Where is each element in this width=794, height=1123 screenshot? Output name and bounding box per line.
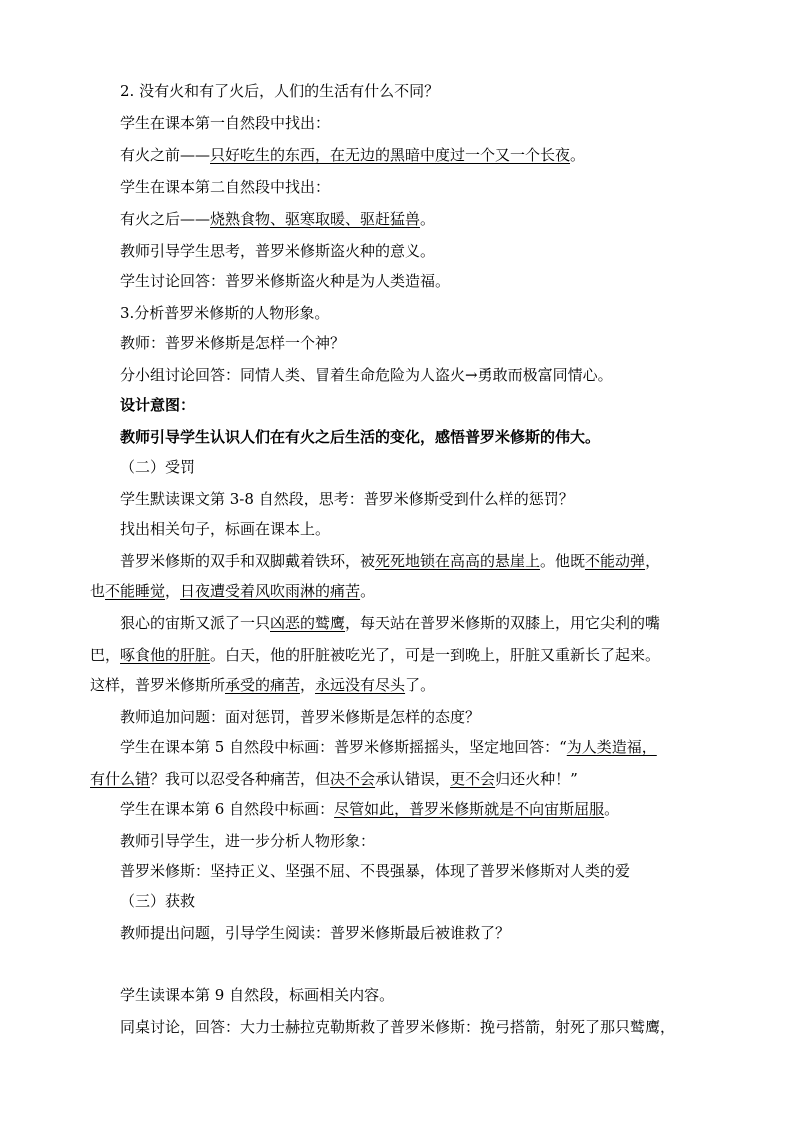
paragraph: 找出相关句子，标画在课本上。 bbox=[120, 520, 331, 538]
underlined-text: 烧熟食物、驱寒取暖、驱赶猛兽 bbox=[210, 210, 421, 228]
question-heading-2: 2. 没有火和有了火后，人们的生活有什么不同？ bbox=[120, 82, 440, 100]
text-span: ， bbox=[165, 582, 181, 600]
paragraph: 学生读课本第 9 自然段，标画相关内容。 bbox=[120, 986, 395, 1004]
paragraph: 学生默读课文第 3-8 自然段，思考：普罗米修斯受到什么样的惩罚？ bbox=[120, 490, 574, 508]
text-span: ， bbox=[300, 676, 316, 694]
underlined-text: 决不会 bbox=[330, 770, 376, 788]
text-span: 学生在课本第 6 自然段中标画： bbox=[120, 800, 335, 818]
paragraph bbox=[120, 140, 708, 170]
paragraph: 教师引导学生，进一步分析人物形象： bbox=[120, 832, 376, 850]
paragraph bbox=[90, 764, 708, 794]
text-span: 了。 bbox=[405, 676, 436, 694]
text-span: 学生在课本第 5 自然段中标画：普罗米修斯摇摇头，坚定地回答：“ bbox=[120, 738, 567, 756]
text-span: ？我可以忍受各种痛苦，但 bbox=[150, 770, 331, 788]
paragraph bbox=[120, 546, 708, 576]
paragraph bbox=[120, 608, 708, 638]
text-span: 也 bbox=[90, 582, 106, 600]
paragraph: 教师引导学生思考，普罗米修斯盗火种的意义。 bbox=[120, 242, 436, 260]
section-heading-rescue: （三）获救 bbox=[120, 892, 196, 910]
underlined-text: 不能动弹 bbox=[585, 552, 646, 570]
paragraph: 教师提出问题，引导学生阅读：普罗米修斯最后被谁救了？ bbox=[120, 924, 511, 942]
underlined-text: 死死地锁在高高的悬崖上 bbox=[375, 552, 541, 570]
text-span: 普罗米修斯的双手和双脚戴着铁环，被 bbox=[120, 552, 376, 570]
text-span: ，每天站在普罗米修斯的双膝上，用它尖利的嘴 bbox=[345, 614, 661, 632]
text-span: 。他既 bbox=[540, 552, 586, 570]
paragraph: 教师：普罗米修斯是怎样一个神？ bbox=[120, 334, 346, 352]
text-span: 归还火种！” bbox=[495, 770, 578, 788]
paragraph: 学生讨论回答：普罗米修斯盗火种是为人类造福。 bbox=[120, 272, 451, 290]
paragraph bbox=[90, 576, 708, 606]
underlined-text: 不能睡觉 bbox=[105, 582, 166, 600]
design-intent-label: 设计意图： bbox=[120, 396, 196, 414]
text-span: 。 bbox=[420, 210, 436, 228]
paragraph bbox=[90, 670, 708, 700]
paragraph bbox=[90, 640, 708, 670]
text-span: 巴， bbox=[90, 646, 121, 664]
paragraph bbox=[120, 794, 708, 824]
text-span: 有火之后—— bbox=[120, 210, 211, 228]
text-span: 。 bbox=[570, 146, 586, 164]
underlined-text: 更不会 bbox=[450, 770, 496, 788]
text-span: 狠心的宙斯又派了一只 bbox=[120, 614, 271, 632]
underlined-text: 凶恶的鹫鹰 bbox=[270, 614, 346, 632]
paragraph bbox=[120, 204, 708, 234]
underlined-text: 为人类造福， bbox=[566, 738, 657, 756]
design-intent-text: 教师引导学生认识人们在有火之后生活的变化，感悟普罗米修斯的伟大。 bbox=[120, 428, 601, 446]
section-heading-punishment: （二）受罚 bbox=[120, 458, 196, 476]
paragraph: 普罗米修斯：坚持正义、坚强不屈、不畏强暴，体现了普罗米修斯对人类的爱 bbox=[120, 862, 631, 880]
underlined-text: 尽管如此，普罗米修斯就是不向宙斯屈服 bbox=[334, 800, 605, 818]
underlined-text: 啄食他的肝脏 bbox=[120, 646, 211, 664]
text-span: 这样，普罗米修斯所 bbox=[90, 676, 226, 694]
text-span: 。白天，他的肝脏被吃光了，可是一到晚上，肝脏又重新长了起来。 bbox=[210, 646, 661, 664]
paragraph: 学生在课本第一自然段中找出： bbox=[120, 114, 331, 132]
text-span: 承认错误， bbox=[375, 770, 451, 788]
paragraph: 教师追加问题：面对惩罚，普罗米修斯是怎样的态度？ bbox=[120, 708, 481, 726]
underlined-text: 永远没有尽头 bbox=[315, 676, 406, 694]
underlined-text: 只好吃生的东西，在无边的黑暗中度过一个又一个长夜 bbox=[210, 146, 571, 164]
text-span: 有火之前—— bbox=[120, 146, 211, 164]
paragraph bbox=[120, 732, 708, 762]
text-span: 。 bbox=[360, 582, 376, 600]
underlined-text: 有什么错 bbox=[90, 770, 151, 788]
question-heading-3: 3.分析普罗米修斯的人物形象。 bbox=[120, 304, 330, 322]
paragraph: 分小组讨论回答：同情人类、冒着生命危险为人盗火→勇敢而极富同情心。 bbox=[120, 366, 613, 384]
underlined-text: 承受的痛苦 bbox=[225, 676, 301, 694]
text-span: 。 bbox=[604, 800, 620, 818]
paragraph: 同桌讨论，回答：大力士赫拉克勒斯救了普罗米修斯：挽弓搭箭，射死了那只鹫鹰， bbox=[120, 1018, 676, 1036]
paragraph: 学生在课本第二自然段中找出： bbox=[120, 178, 331, 196]
text-span: ， bbox=[645, 552, 661, 570]
underlined-text: 日夜遭受着风吹雨淋的痛苦 bbox=[180, 582, 361, 600]
